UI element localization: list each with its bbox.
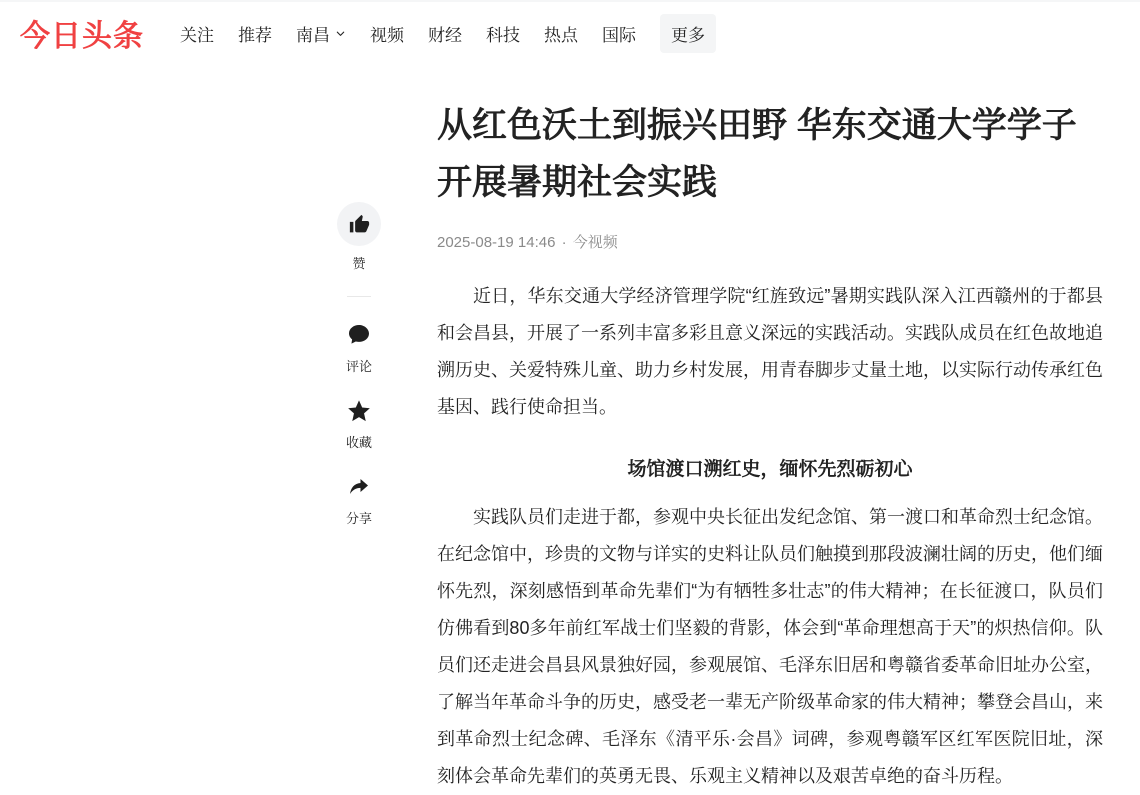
share-group bbox=[346, 473, 372, 527]
nav-item-follow[interactable]: 关注 bbox=[180, 25, 214, 45]
nav-item-video[interactable]: 视频 bbox=[370, 25, 404, 45]
chevron-down-icon bbox=[335, 28, 346, 39]
comment-bubble-icon bbox=[347, 323, 371, 347]
nav-item-city-nanchang[interactable] bbox=[296, 14, 346, 53]
top-nav-bar bbox=[0, 2, 1140, 64]
nav-item-tech[interactable]: 科技 bbox=[486, 25, 520, 45]
section-heading: 场馆渡口溯红史，缅怀先烈砺初心 bbox=[627, 459, 913, 481]
thumbs-up-icon bbox=[349, 214, 370, 235]
star-icon bbox=[346, 398, 372, 424]
comment-group bbox=[346, 321, 372, 375]
like-group bbox=[337, 202, 381, 272]
paragraph: 实践队员们走进于都，参观中央长征出发纪念馆、第一渡口和革命烈士纪念馆。在纪念馆中，珍贵的文物与详实的史料让队员们触摸到那段波澜壮阔的历史，他们缅怀先烈，深刻感悟到革命先辈们“为有牺牲多壮志”的伟大精神；在长征渡口，队员们仿佛看到80多年前红军战士们坚毅的背影，体会到“革命理想高于天”的炽热信仰。队员们还走进会昌县风景独好园，参观展馆、毛泽东旧居和粤赣省委革命旧址办公室，了解当年革命斗争的历史，感受老一辈无产阶级革命家的伟大精神；攀登会昌山，来到革命烈士纪念碑、毛泽东《清平乐·会昌》词碑，参观粤赣军区红军医院旧址，深刻体会革命先辈们的英勇无畏、乐观主义精神以及艰苦卓绝的奋斗历程。 bbox=[437, 507, 1103, 787]
article-title: 从红色沃土到振兴田野 华东交通大学学子开展暑期社会实践 bbox=[437, 106, 1077, 202]
main-nav bbox=[180, 14, 716, 53]
action-rail bbox=[336, 202, 382, 549]
rail-divider bbox=[347, 296, 371, 297]
share-button[interactable] bbox=[347, 473, 371, 501]
nav-item-international[interactable]: 国际 bbox=[602, 25, 636, 45]
toutiao-logo[interactable]: 今日头条 bbox=[20, 20, 144, 53]
nav-item-finance[interactable]: 财经 bbox=[428, 25, 462, 45]
favorite-button[interactable] bbox=[346, 397, 372, 425]
share-label: 分享 bbox=[345, 511, 372, 526]
comment-button[interactable] bbox=[347, 321, 371, 349]
source-name[interactable]: 今视频 bbox=[572, 234, 618, 252]
nav-item-hot[interactable]: 热点 bbox=[544, 25, 578, 45]
nav-item-recommend[interactable]: 推荐 bbox=[238, 25, 272, 45]
nav-city-label: 南昌 bbox=[296, 25, 330, 45]
like-label: 赞 bbox=[352, 256, 366, 271]
share-arrow-icon bbox=[347, 475, 371, 499]
publish-datetime: 2025-08-19 14:46 bbox=[437, 234, 556, 252]
comment-label: 评论 bbox=[345, 359, 372, 374]
favorite-label: 收藏 bbox=[345, 435, 372, 450]
article-meta bbox=[437, 231, 1103, 252]
article-page bbox=[0, 98, 1140, 795]
paragraph: 近日，华东交通大学经济管理学院“红旌致远”暑期实践队深入江西赣州的于都县和会昌县，开展了一系列丰富多彩且意义深远的实践活动。实践队成员在红色故地追溯历史、关爱特殊儿童、助力乡村发展，用青春脚步丈量土地，以实际行动传承红色基因、践行使命担当。 bbox=[437, 286, 1103, 418]
meta-separator: · bbox=[561, 234, 567, 252]
like-button[interactable] bbox=[337, 202, 381, 246]
article-content bbox=[437, 98, 1103, 795]
favorite-group bbox=[346, 397, 372, 451]
nav-item-more[interactable]: 更多 bbox=[660, 14, 716, 53]
